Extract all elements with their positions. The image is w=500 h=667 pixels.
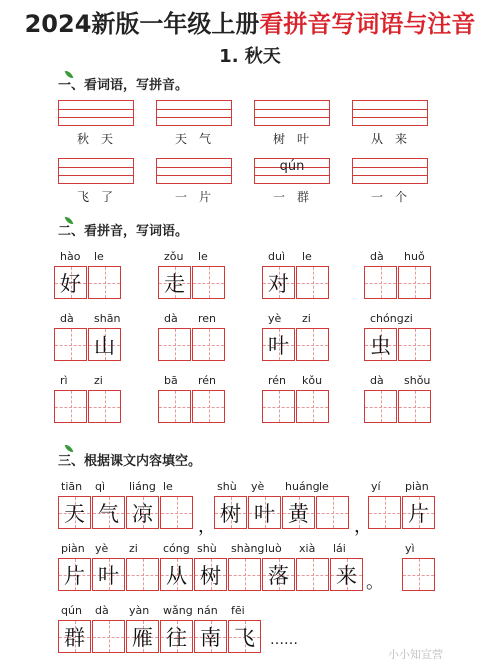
pinyin-label: dà [370, 250, 384, 263]
pinyin-label: qì [95, 480, 106, 493]
box-char: 天 [64, 501, 85, 526]
tianzige-box[interactable] [126, 558, 159, 591]
tianzige-box[interactable] [192, 328, 225, 361]
pinyin-label: rén [268, 374, 287, 387]
pinyin-label: qún [61, 604, 82, 617]
ellipsis: …… [270, 632, 298, 648]
section-3-title: 三、根据课文内容填空。 [58, 454, 202, 469]
tianzige-box[interactable] [88, 390, 121, 423]
title-black: 2024新版一年级上册 [24, 10, 260, 38]
pinyin-label: huáng [285, 480, 320, 493]
pinyin-label: dà [164, 312, 178, 325]
box-char [399, 329, 430, 360]
word-label: 飞了 [76, 190, 125, 204]
pinyin-label: tiān [61, 480, 83, 493]
tianzige-box[interactable] [364, 390, 397, 423]
box-char [55, 391, 86, 422]
pinyin-label: rén [198, 374, 217, 387]
word-label: 一群 [272, 190, 321, 204]
box-char [365, 267, 396, 298]
tianzige-box[interactable] [88, 266, 121, 299]
tianzige-box[interactable] [364, 266, 397, 299]
tianzige-box[interactable] [54, 328, 87, 361]
pinyin-label: nán [197, 604, 218, 617]
tianzige-box[interactable] [88, 328, 121, 361]
tianzige-box[interactable] [160, 496, 193, 529]
box-char [399, 391, 430, 422]
grid-line [353, 109, 427, 110]
box-char: 叶 [268, 333, 289, 358]
tianzige-box[interactable] [126, 620, 159, 653]
grid-line [353, 117, 427, 118]
tianzige-box[interactable] [228, 558, 261, 591]
box-char: 叶 [254, 501, 275, 526]
pinyin-writing-grid[interactable] [352, 158, 428, 184]
tianzige-box[interactable] [194, 620, 227, 653]
grid-line [353, 167, 427, 168]
tianzige-box[interactable] [160, 558, 193, 591]
tianzige-box[interactable] [398, 266, 431, 299]
pinyin-label: le [302, 250, 312, 263]
pinyin-writing-grid[interactable] [58, 100, 134, 126]
pinyin-label: zi [129, 542, 138, 555]
pinyin-label: yì [405, 542, 415, 555]
box-char [297, 559, 328, 590]
grid-line [157, 167, 231, 168]
tianzige-box[interactable] [158, 328, 191, 361]
pinyin-label: piàn [61, 542, 85, 555]
box-char: 从 [166, 563, 187, 588]
pinyin-label: shù [197, 542, 217, 555]
pinyin-label: yàn [129, 604, 150, 617]
box-char [93, 621, 124, 652]
pinyin-label: yí [371, 480, 381, 493]
tianzige-box[interactable] [262, 558, 295, 591]
pinyin-label: xià [299, 542, 316, 555]
box-char [89, 267, 120, 298]
lesson-title: 1. 秋天 [219, 46, 281, 67]
grid-line [157, 109, 231, 110]
grid-line [157, 117, 231, 118]
pinyin-label: chóng [370, 312, 404, 325]
tianzige-box[interactable] [54, 390, 87, 423]
tianzige-box[interactable] [262, 266, 295, 299]
watermark: 小小知宣营 [388, 648, 443, 661]
word-label: 一个 [370, 190, 419, 204]
pinyin-label: zi [404, 312, 413, 325]
grid-line [59, 175, 133, 176]
pinyin-label: fēi [231, 604, 245, 617]
word-label: 秋天 [76, 132, 125, 146]
pinyin-label: shǒu [404, 374, 431, 387]
box-char [193, 391, 224, 422]
word-label: 从来 [370, 132, 419, 146]
tianzige-box[interactable] [228, 620, 261, 653]
box-char: 片 [64, 563, 85, 588]
box-char [127, 559, 158, 590]
tianzige-box[interactable] [330, 558, 363, 591]
tianzige-box[interactable] [368, 496, 401, 529]
tianzige-box[interactable] [282, 496, 315, 529]
pinyin-writing-grid[interactable] [254, 100, 330, 126]
pinyin-label: yè [251, 480, 265, 493]
tianzige-box[interactable] [58, 558, 91, 591]
box-char [317, 497, 348, 528]
box-char [297, 329, 328, 360]
pinyin-writing-grid[interactable] [352, 100, 428, 126]
tianzige-box[interactable] [214, 496, 247, 529]
box-char: 气 [98, 501, 119, 526]
pinyin-label: le [163, 480, 173, 493]
box-char: 黄 [288, 501, 309, 526]
title-red: 看拼音写词语与注音 [259, 10, 476, 38]
pinyin-label: wǎng [163, 604, 193, 617]
tianzige-box[interactable] [58, 496, 91, 529]
box-char [369, 497, 400, 528]
box-char: 好 [60, 271, 81, 296]
punctuation: 。 [366, 572, 384, 593]
box-char [263, 391, 294, 422]
tianzige-box[interactable] [92, 620, 125, 653]
tianzige-box[interactable] [192, 390, 225, 423]
pinyin-label: huǒ [404, 250, 425, 263]
box-char: 山 [94, 333, 115, 358]
pinyin-label: shù [217, 480, 237, 493]
box-char: 来 [336, 563, 357, 588]
grid-line [353, 175, 427, 176]
tianzige-box[interactable] [248, 496, 281, 529]
box-char: 群 [64, 625, 85, 650]
page-title [0, 4, 500, 39]
section-1-title: 一、看词语，写拼音。 [58, 78, 189, 93]
pinyin-label: shān [94, 312, 121, 325]
pinyin-label: bā [164, 374, 178, 387]
grid-line [255, 109, 329, 110]
box-char: 往 [166, 625, 187, 650]
pinyin-label: dà [95, 604, 109, 617]
box-char [55, 329, 86, 360]
pinyin-label: ren [198, 312, 217, 325]
pinyin-answer: qún [279, 159, 305, 174]
tianzige-box[interactable] [364, 328, 397, 361]
grid-line [157, 175, 231, 176]
pinyin-label: zi [302, 312, 311, 325]
tianzige-box[interactable] [192, 266, 225, 299]
tianzige-box[interactable] [92, 558, 125, 591]
pinyin-writing-grid[interactable] [156, 100, 232, 126]
pinyin-label: lái [333, 542, 346, 555]
box-char [193, 329, 224, 360]
tianzige-box[interactable] [398, 328, 431, 361]
box-char: 凉 [132, 501, 153, 526]
pinyin-label: rì [60, 374, 68, 387]
box-char: 片 [408, 501, 429, 526]
box-char [403, 559, 434, 590]
box-char [89, 391, 120, 422]
punctuation: ， [198, 516, 216, 537]
tianzige-box[interactable] [126, 496, 159, 529]
tianzige-box[interactable] [158, 390, 191, 423]
box-char [399, 267, 430, 298]
grid-line [59, 117, 133, 118]
pinyin-label: hào [60, 250, 81, 263]
pinyin-label: le [198, 250, 208, 263]
tianzige-box[interactable] [402, 496, 435, 529]
box-char: 南 [200, 625, 221, 650]
box-char [159, 329, 190, 360]
pinyin-writing-grid[interactable] [58, 158, 134, 184]
word-label: 树叶 [272, 132, 321, 146]
tianzige-box[interactable] [194, 558, 227, 591]
tianzige-box[interactable] [296, 266, 329, 299]
box-char [193, 267, 224, 298]
box-char [365, 391, 396, 422]
pinyin-label: dà [60, 312, 74, 325]
tianzige-box[interactable] [262, 390, 295, 423]
box-char: 树 [220, 501, 241, 526]
pinyin-label: dà [370, 374, 384, 387]
grid-line [255, 175, 329, 176]
box-char [297, 267, 328, 298]
punctuation: ， [354, 516, 372, 537]
tianzige-box[interactable] [92, 496, 125, 529]
pinyin-writing-grid[interactable] [156, 158, 232, 184]
pinyin-label: le [94, 250, 104, 263]
pinyin-label: liáng [129, 480, 156, 493]
tianzige-box[interactable] [296, 328, 329, 361]
box-char [161, 497, 192, 528]
word-label: 天气 [174, 132, 223, 146]
grid-line [59, 167, 133, 168]
box-char: 叶 [98, 563, 119, 588]
tianzige-box[interactable] [402, 558, 435, 591]
grid-line [255, 117, 329, 118]
box-char: 对 [268, 271, 289, 296]
box-char [229, 559, 260, 590]
box-char: 落 [268, 563, 289, 588]
pinyin-label: luò [265, 542, 282, 555]
pinyin-label: cóng [163, 542, 190, 555]
pinyin-label: yè [95, 542, 109, 555]
tianzige-box[interactable] [158, 266, 191, 299]
tianzige-box[interactable] [296, 390, 329, 423]
box-char: 走 [164, 271, 185, 296]
pinyin-label: piàn [405, 480, 429, 493]
pinyin-label: zǒu [164, 250, 184, 263]
tianzige-box[interactable] [398, 390, 431, 423]
box-char: 雁 [132, 625, 153, 650]
pinyin-label: kǒu [302, 374, 323, 387]
tianzige-box[interactable] [296, 558, 329, 591]
word-label: 一片 [174, 190, 223, 204]
tianzige-box[interactable] [316, 496, 349, 529]
grid-line [59, 109, 133, 110]
pinyin-label: zi [94, 374, 103, 387]
pinyin-label: shàng [231, 542, 265, 555]
tianzige-box[interactable] [262, 328, 295, 361]
section-2-title: 二、看拼音，写词语。 [58, 224, 189, 239]
box-char [297, 391, 328, 422]
pinyin-label: le [319, 480, 329, 493]
pinyin-label: duì [268, 250, 286, 263]
tianzige-box[interactable] [58, 620, 91, 653]
box-char: 虫 [370, 333, 391, 358]
pinyin-writing-grid[interactable] [254, 158, 330, 184]
tianzige-box[interactable] [160, 620, 193, 653]
box-char: 树 [200, 563, 221, 588]
box-char: 飞 [234, 625, 255, 650]
pinyin-label: yè [268, 312, 282, 325]
box-char [159, 391, 190, 422]
tianzige-box[interactable] [54, 266, 87, 299]
